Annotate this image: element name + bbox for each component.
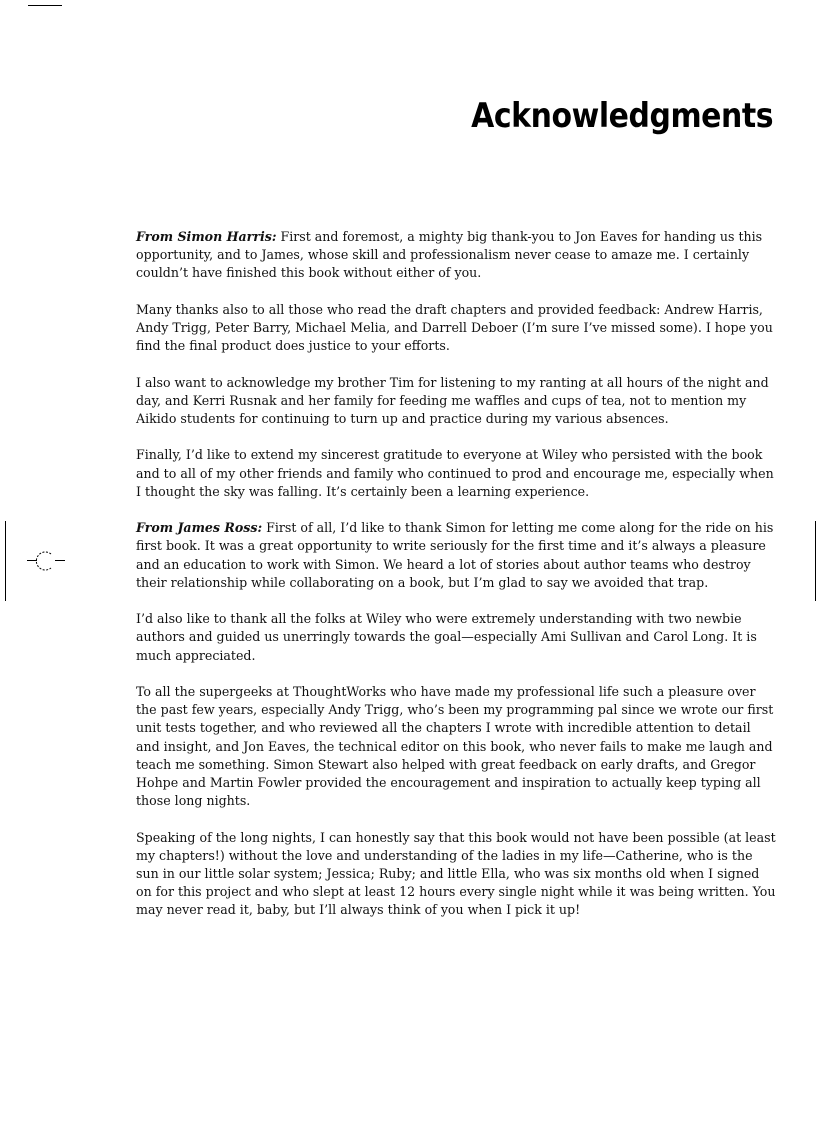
crop-mark-top-left <box>28 5 62 6</box>
paragraph-text: Speaking of the long nights, I can honestly say that this book would not have been possible (at least my chapters!) without the love and understanding of the ladies in my life—Catherine, who is the sun in our little solar system; Jessica; Ruby; and little Ella, who was six months old when I signed on for this project and who slept at least 12 hours every single night while it was being written. You may never read it, baby, but I’ll always think of you when I pick it up! <box>136 829 776 918</box>
paragraph-text: Many thanks also to all those who read the draft chapters and provided feedback: Andrew Harris, Andy Trigg, Peter Barry, Michael Melia, and Darrell Deboer (I’m sure I’ve missed some). I hope you find the final product does justice to your efforts. <box>136 301 773 354</box>
paragraph-text: To all the supergeeks at ThoughtWorks who have made my professional life such a pleasure over the past few years, especially Andy Trigg, who’s been my programming pal since we wrote our first unit tests together, and who reviewed all the chapters I wrote with incredible attention to detail and insight, and Jon Eaves, the technical editor on this book, who never fails to make me laugh and teach me something. Simon Stewart also helped with great feedback on early drafts, and Gregor Hohpe and Martin Fowler provided the encouragement and inspiration to actually keep typing all those long nights. <box>136 683 774 809</box>
speaker-label: From Simon Harris: <box>136 229 277 244</box>
paragraph-text: Finally, I’d like to extend my sincerest gratitude to everyone at Wiley who persisted with the book and to all of my other friends and family who continued to prod and encourage me, especially when I thought the sky was falling. It’s certainly been a learning experience. <box>136 447 774 499</box>
page-title: Acknowledgments <box>471 96 773 136</box>
paragraph <box>136 374 776 429</box>
speaker-label: From James Ross: <box>136 520 263 536</box>
paragraph-text: I’d also like to thank all the folks at Wiley who were extremely understanding with two newbie authors and guided us unerringly towards the goal—especially Ami Sullivan and Carol Long. It is much appreciated. <box>136 611 757 663</box>
paragraph <box>136 228 776 283</box>
registration-mark-icon <box>33 550 57 572</box>
paragraph <box>136 446 776 501</box>
paragraph <box>136 683 776 810</box>
paragraph-text: First of all, I’d like to thank Simon for letting me come along for the ride on his first book. It was a great opportunity to write seriously for the first time and it’s always a pleasure and an education to work with Simon. We heard a lot of stories about author teams who destroy their relationship while collaborating on a book, but I’m glad to say we avoided that trap. <box>136 520 774 590</box>
paragraph-text: First and foremost, a mighty big thank-you to Jon Eaves for handing us this opportunity, and to James, whose skill and professionalism never cease to amaze me. I certainly couldn’t have finished this book without either of you. <box>136 229 763 281</box>
paragraph <box>136 519 776 592</box>
paragraph-text: I also want to acknowledge my brother Tim for listening to my ranting at all hours of the night and day, and Kerri Rusnak and her family for feeding me waffles and cups of tea, not to mention my Aikido students for continuing to turn up and practice during my various absences. <box>136 374 769 426</box>
acknowledgments-body <box>136 228 776 938</box>
paragraph <box>136 610 776 665</box>
crop-mark-left <box>5 521 6 601</box>
paragraph <box>136 829 776 920</box>
paragraph <box>136 301 776 356</box>
